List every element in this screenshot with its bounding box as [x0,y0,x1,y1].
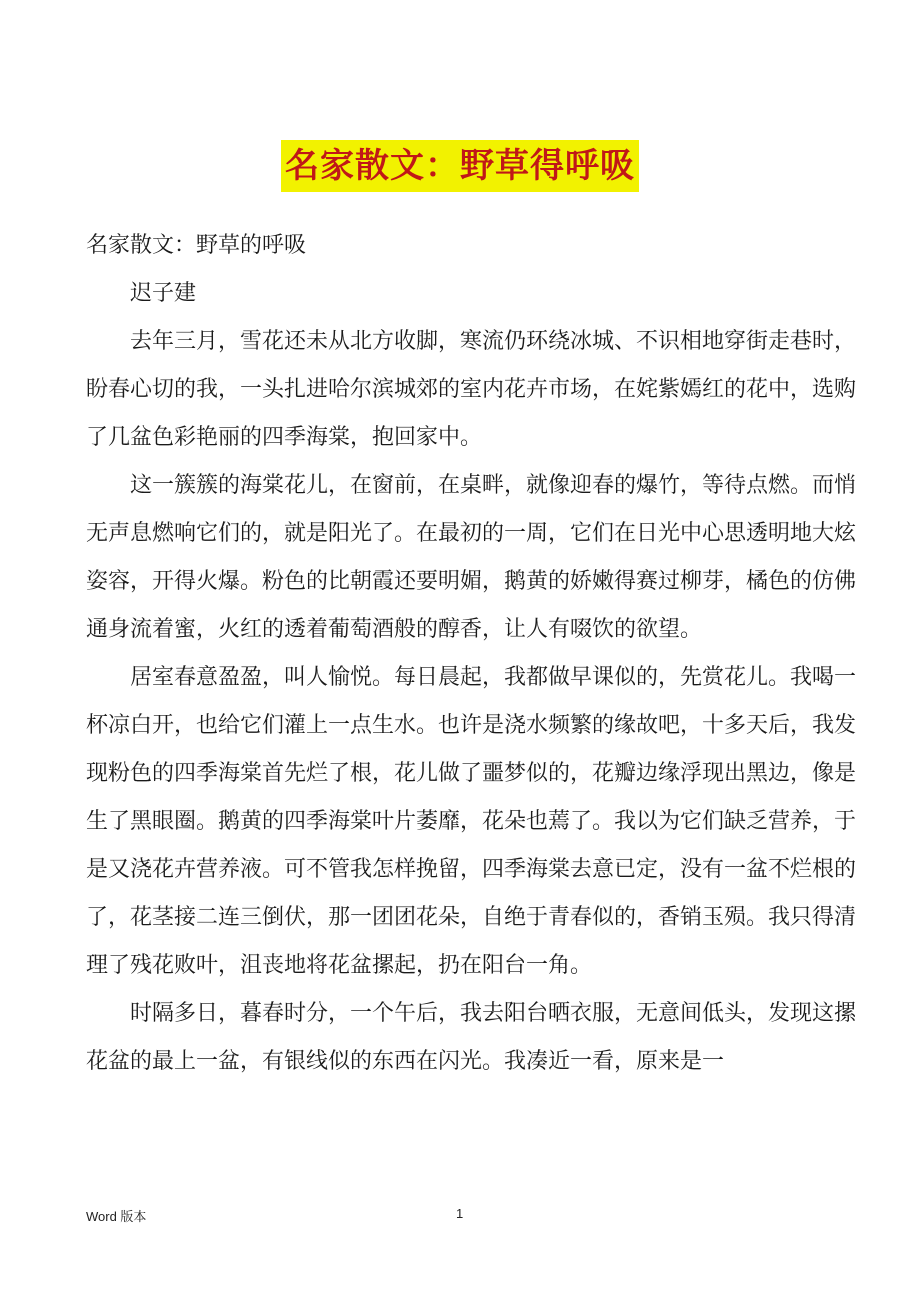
paragraph: 时隔多日，暮春时分，一个午后，我去阳台晒衣服，无意间低头，发现这摞花盆的最上一盆，有银线似的东西在闪光。我凑近一看，原来是一 [86,1001,857,1074]
paragraph: 这一簇簇的海棠花儿，在窗前，在桌畔，就像迎春的爆竹，等待点燃。而悄无声息燃响它们的，就是阳光了。在最初的一周，它们在日光中心思透明地大炫姿容，开得火爆。粉色的比朝霞还要明媚，鹅黄的娇嫩得赛过柳芽，橘色的仿佛通身流着蜜，火红的透着葡萄酒般的醇香，让人有啜饮的欲望。 [86,473,857,642]
title-container [0,140,920,192]
paragraph: 居室春意盈盈，叫人愉悦。每日晨起，我都做早课似的，先赏花儿。我喝一杯凉白开，也给它们灌上一点生水。也许是浇水频繁的缘故吧，十多天后，我发现粉色的四季海棠首先烂了根，花儿做了噩梦似的，花瓣边缘浮现出黑边，像是生了黑眼圈。鹅黄的四季海棠叶片萎靡，花朵也蔫了。我以为它们缺乏营养，于是又浇花卉营养液。可不管我怎样挽留，四季海棠去意已定，没有一盆不烂根的了，花茎接二连三倒伏，那一团团花朵，自绝于青春似的，香销玉殒。我只得清理了残花败叶，沮丧地将花盆摞起，扔在阳台一角。 [86,665,857,978]
document-body [86,222,856,1086]
paragraph: 去年三月，雪花还未从北方收脚，寒流仍环绕冰城、不识相地穿街走巷时，盼春心切的我，一头扎进哈尔滨城郊的室内花卉市场，在姹紫嫣红的花中，选购了几盆色彩艳丽的四季海棠，抱回家中。 [86,329,857,450]
document-subtitle: 名家散文：野草的呼吸 [86,233,307,258]
page-number: 1 [456,1206,464,1221]
footer-label: Word 版本 [86,1209,147,1224]
document-title: 名家散文：野草得呼吸 [281,140,639,192]
document-author: 迟子建 [130,281,197,306]
